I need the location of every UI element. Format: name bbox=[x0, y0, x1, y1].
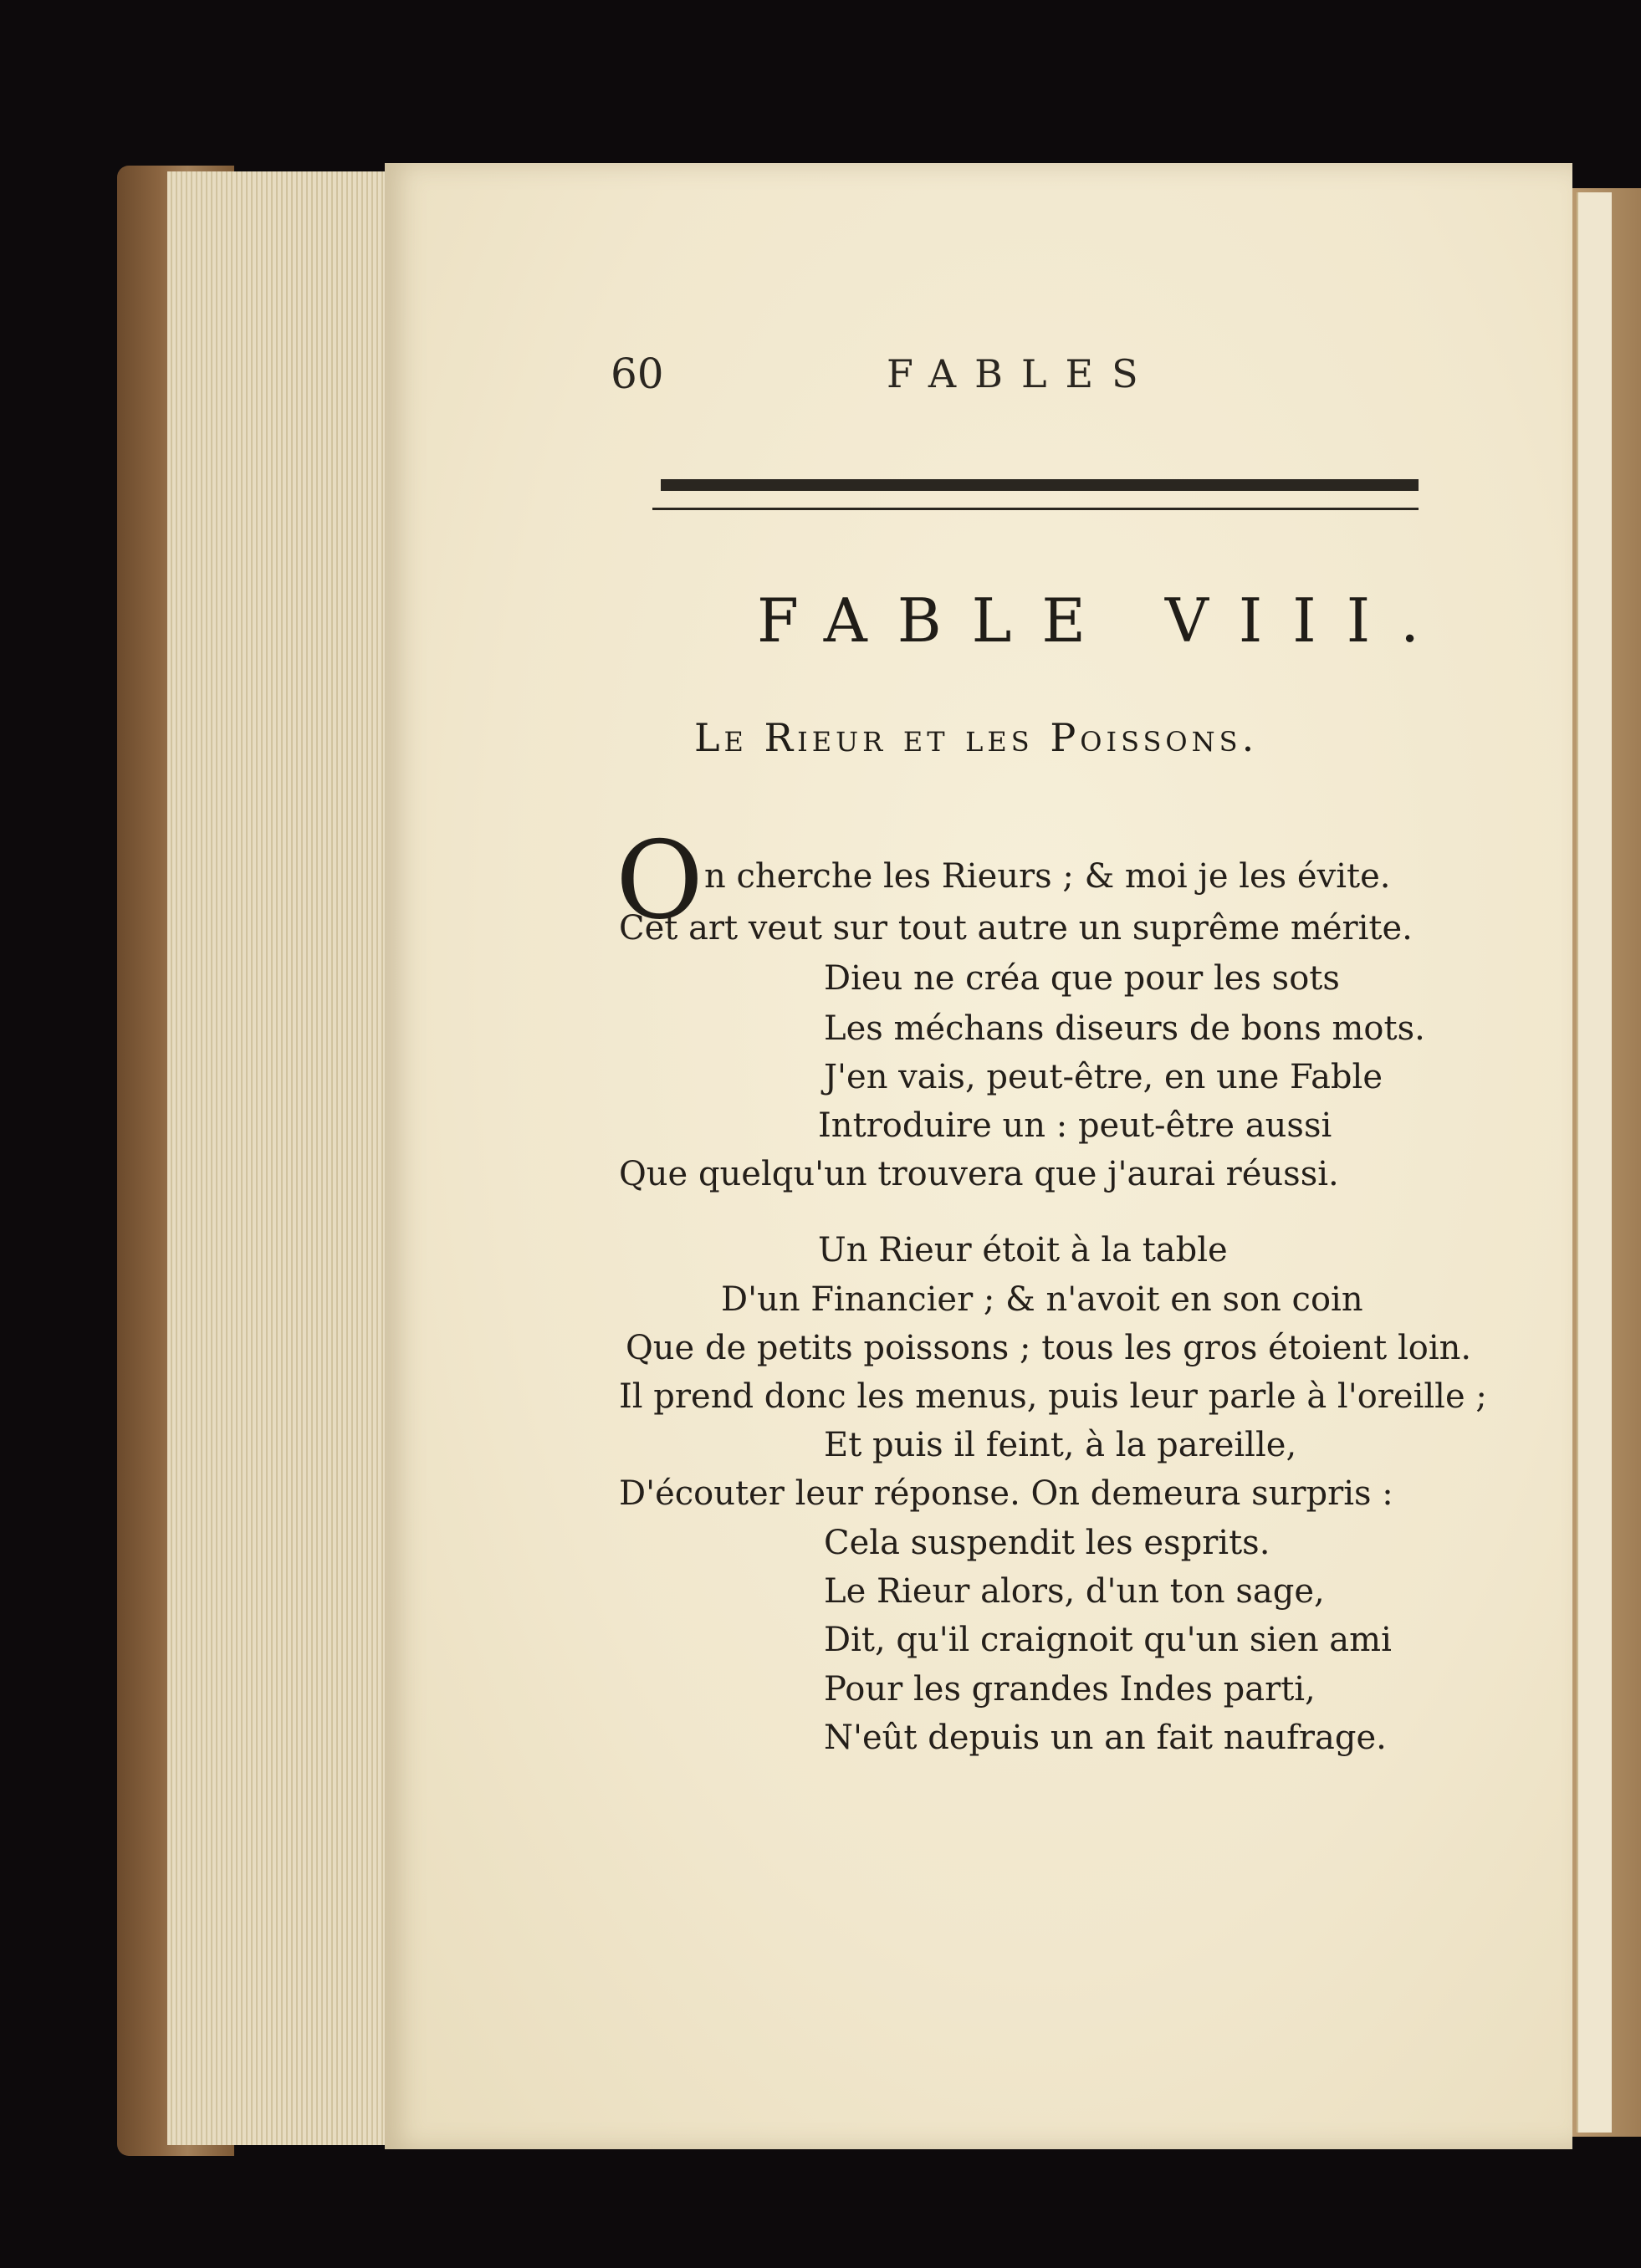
running-head: FABLES bbox=[887, 351, 1157, 396]
poem-line: Cet art veut sur tout autre un suprême mérite. bbox=[619, 909, 1413, 948]
poem-line: Dieu ne créa que pour les sots bbox=[824, 959, 1340, 998]
ornamental-rule-thin bbox=[652, 508, 1419, 510]
poem-line: Pour les grandes Indes parti, bbox=[824, 1670, 1316, 1709]
page-stack-edges bbox=[167, 171, 393, 2145]
poem-line: Et puis il feint, à la pareille, bbox=[824, 1426, 1297, 1464]
poem-line: J'en vais, peut-être, en une Fable bbox=[824, 1058, 1383, 1096]
poem-line: Introduire un : peut-être aussi bbox=[818, 1106, 1332, 1145]
drop-cap: O bbox=[616, 819, 703, 943]
poem-line: Le Rieur alors, d'un ton sage, bbox=[824, 1572, 1325, 1611]
poem-line: Il prend donc les menus, puis leur parle à l'oreille ; bbox=[619, 1377, 1487, 1416]
poem-line: D'un Financier ; & n'avoit en son coin bbox=[721, 1280, 1363, 1319]
poem-line: Que de petits poissons ; tous les gros étoient loin. bbox=[626, 1329, 1472, 1367]
facing-page-edge bbox=[1577, 192, 1612, 2133]
poem-line: Les méchans diseurs de bons mots. bbox=[824, 1009, 1425, 1048]
poem-line: n cherche les Rieurs ; & moi je les évite. bbox=[704, 857, 1391, 896]
fable-subtitle: Le Rieur et les Poissons. bbox=[694, 715, 1259, 760]
ornamental-rule-thick bbox=[661, 479, 1419, 491]
fable-title: FABLE VIII. bbox=[757, 585, 1450, 656]
poem-line: Dit, qu'il craignoit qu'un sien ami bbox=[824, 1621, 1392, 1659]
poem-line: N'eût depuis un an fait naufrage. bbox=[824, 1719, 1387, 1757]
poem-line: Que quelqu'un trouvera que j'aurai réussi. bbox=[619, 1155, 1339, 1193]
poem-line: D'écouter leur réponse. On demeura surpris : bbox=[619, 1474, 1393, 1513]
page-number: 60 bbox=[611, 350, 664, 398]
poem-line: Un Rieur étoit à la table bbox=[818, 1231, 1228, 1269]
poem-line: Cela suspendit les esprits. bbox=[824, 1524, 1270, 1562]
